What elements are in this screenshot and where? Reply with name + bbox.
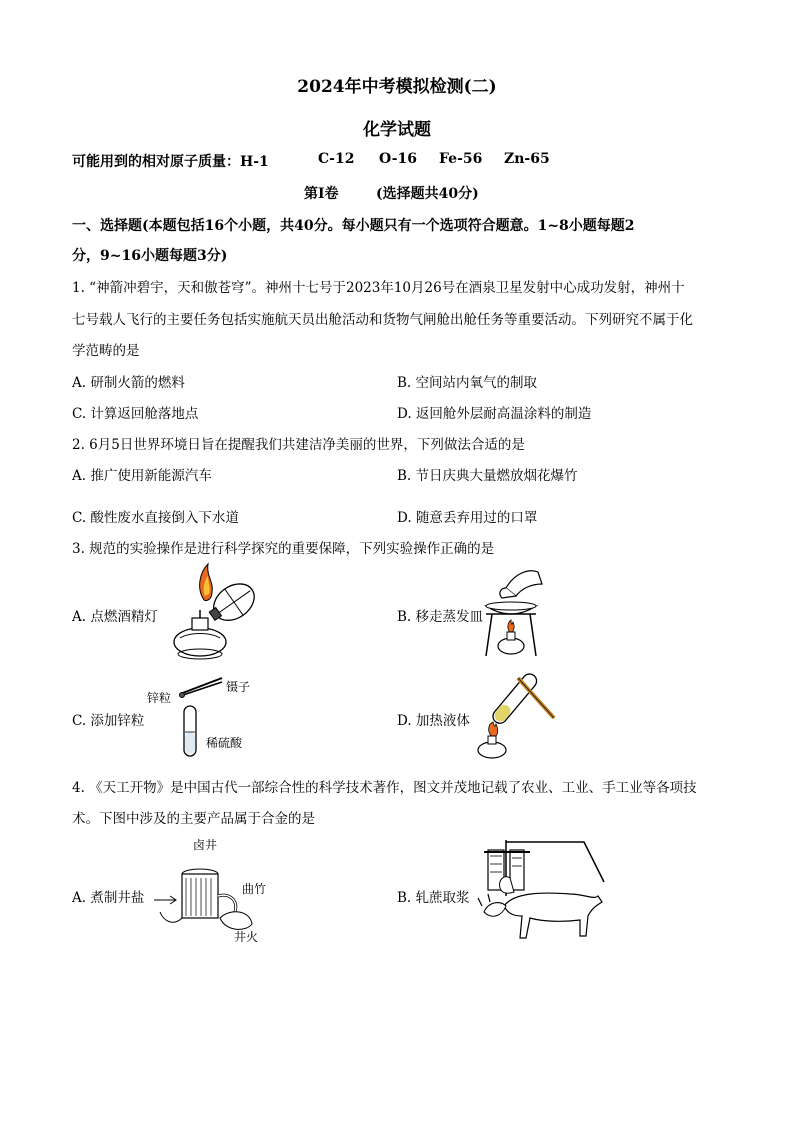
atomic-mass-zn: Zn-65 [504,151,550,167]
q1-option-a: A. 研制火箭的燃料 [72,375,185,391]
volume-note: (选择题共40分) [376,186,479,202]
q1-option-d: D. 返回舱外层耐高温涂料的制造 [397,406,592,422]
brine-well-label: 卤井 [193,838,218,852]
alcohol-lamp-lighting-figure [160,560,280,664]
q2-option-d: D. 随意丢弃用过的口罩 [397,510,538,526]
q1-stem-line3: 学范畴的是 [72,343,140,359]
q4-option-b: B. 轧蔗取浆 [397,890,470,906]
q4-option-a: A. 煮制井盐 [72,890,145,906]
volume-label: 第Ⅰ卷 [304,186,339,202]
heating-liquid-figure [474,668,564,760]
q3-stem: 3. 规范的实验操作是进行科学探究的重要保障，下列实验操作正确的是 [72,541,495,557]
page-subtitle: 化学试题 [363,120,431,140]
q2-option-b: B. 节日庆典大量燃放烟花爆竹 [397,468,578,484]
q4-stem-line2: 术。下图中涉及的主要产品属于合金的是 [72,811,315,827]
q2-stem: 2. 6月5日世界环境日旨在提醒我们共建洁净美丽的世界，下列做法合适的是 [72,437,525,453]
page-title: 2024年中考模拟检测(二) [297,77,497,97]
evaporating-dish-figure [476,566,546,658]
atomic-mass-c: C-12 [318,151,355,167]
q1-stem-line1: 1. “神箭冲碧宇，天和傲苍穹”。神州十七号于2023年10月26号在酒泉卫星发射中心成功发射，神州十 [72,280,685,296]
dilute-sulfuric-acid-label: 稀硫酸 [206,736,243,750]
q3-option-a: A. 点燃酒精灯 [72,609,158,625]
q1-stem-line2: 七号载人飞行的主要任务包括实施航天员出舱活动和货物气闸舱出舱任务等重要活动。下列研究不属于化 [72,312,693,328]
section-heading-line1: 一、选择题(本题包括16个小题，共40分。每小题只有一个选项符合题意。1~8小题每题2 [72,218,635,234]
q1-option-b: B. 空间站内氧气的制取 [397,375,538,391]
q2-option-a: A. 推广使用新能源汽车 [72,468,212,484]
well-fire-label: 井火 [234,930,259,944]
atomic-mass-o: O-16 [379,151,418,167]
atomic-mass-line [72,151,269,171]
atomic-mass-label: 可能用到的相对原子质量： [72,154,240,170]
q1-option-c: C. 计算返回舱落地点 [72,406,199,422]
q3-option-b: B. 移走蒸发皿 [397,609,484,625]
atomic-mass-fe: Fe-56 [439,151,483,167]
q2-option-c: C. 酸性废水直接倒入下水道 [72,510,239,526]
atomic-mass-h: H-1 [240,154,269,170]
section-heading-line2: 分，9~16小题每题3分) [72,248,228,264]
q3-option-c: C. 添加锌粒 [72,713,145,729]
tweezers-label: 镊子 [226,680,251,694]
q4-stem-line1: 4. 《天工开物》是中国古代一部综合性的科学技术著作，图文并茂地记载了农业、工业、手工业等各项技 [72,780,697,796]
bamboo-pipe-label: 曲竹 [242,882,267,896]
q3-option-d: D. 加热液体 [397,713,470,729]
zinc-granule-label: 锌粒 [147,691,172,705]
sugarcane-press-figure [474,836,614,948]
